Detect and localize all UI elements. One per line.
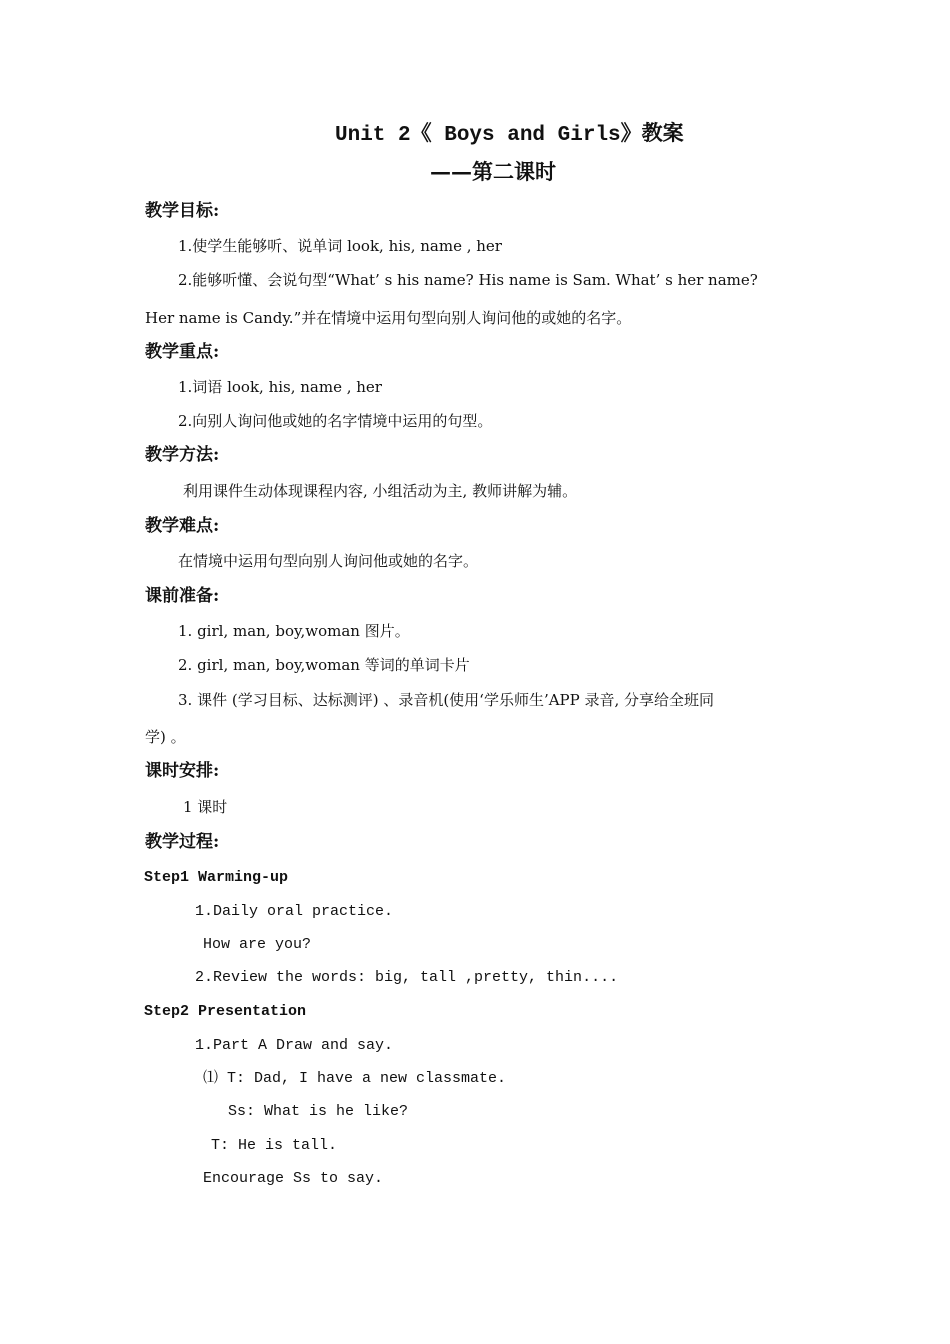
heading-objectives: 教学目标: (145, 201, 220, 221)
step1-line1: 1.Daily oral practice. (195, 903, 394, 920)
heading-difficulties: 教学难点: (145, 516, 220, 536)
heading-methods: 教学方法: (145, 445, 220, 465)
document-title: Unit 2《 Boys and Girls》教案 (335, 124, 684, 147)
step2-line3: Ss: What is he like? (228, 1103, 409, 1120)
key-point-1: 1.词语 look, his, name , her (178, 378, 382, 396)
schedule-text: 1 课时 (183, 798, 228, 816)
preparation-2: 2. girl, man, boy,woman 等词的单词卡片 (178, 656, 470, 674)
document-subtitle: ——第二课时 (430, 159, 556, 184)
difficulties-text: 在情境中运用句型向别人询问他或她的名字。 (178, 552, 479, 570)
step2-title: Step2 Presentation (144, 1003, 307, 1020)
heading-preparation: 课前准备: (145, 586, 220, 606)
objective-2-line1: 2.能够听懂、会说句型“What’ s his name? His name is Sam. What’ s her name? (178, 271, 758, 289)
preparation-3-line1: 3. 课件 (学习目标、达标测评) 、录音机(使用‘学乐师生’APP 录音, 分享给全班同 (178, 691, 715, 709)
step1-title: Step1 Warming-up (144, 869, 289, 886)
preparation-3-line2: 学) 。 (145, 728, 186, 746)
key-point-2: 2.向别人询问他或她的名字情境中运用的句型。 (178, 412, 493, 430)
preparation-1: 1. girl, man, boy,woman 图片。 (178, 622, 410, 640)
step2-line1: 1.Part A Draw and say. (195, 1037, 394, 1054)
step2-line2: ⑴ T: Dad, I have a new classmate. (203, 1070, 507, 1087)
heading-schedule: 课时安排: (145, 761, 220, 781)
objective-2-line2: Her name is Candy.”并在情境中运用句型向别人询问他的或她的名字。 (145, 309, 632, 327)
methods-text: 利用课件生动体现课程内容, 小组活动为主, 教师讲解为辅。 (183, 482, 578, 500)
heading-key-points: 教学重点: (145, 342, 220, 362)
step1-line2: How are you? (203, 936, 312, 953)
objective-1: 1.使学生能够听、说单词 look, his, name , her (178, 237, 502, 255)
step2-line4: T: He is tall. (211, 1137, 338, 1154)
step1-line3: 2.Review the words: big, tall ,pretty, thin.... (195, 969, 619, 986)
step2-line5: Encourage Ss to say. (203, 1170, 384, 1187)
heading-process: 教学过程: (145, 832, 220, 852)
